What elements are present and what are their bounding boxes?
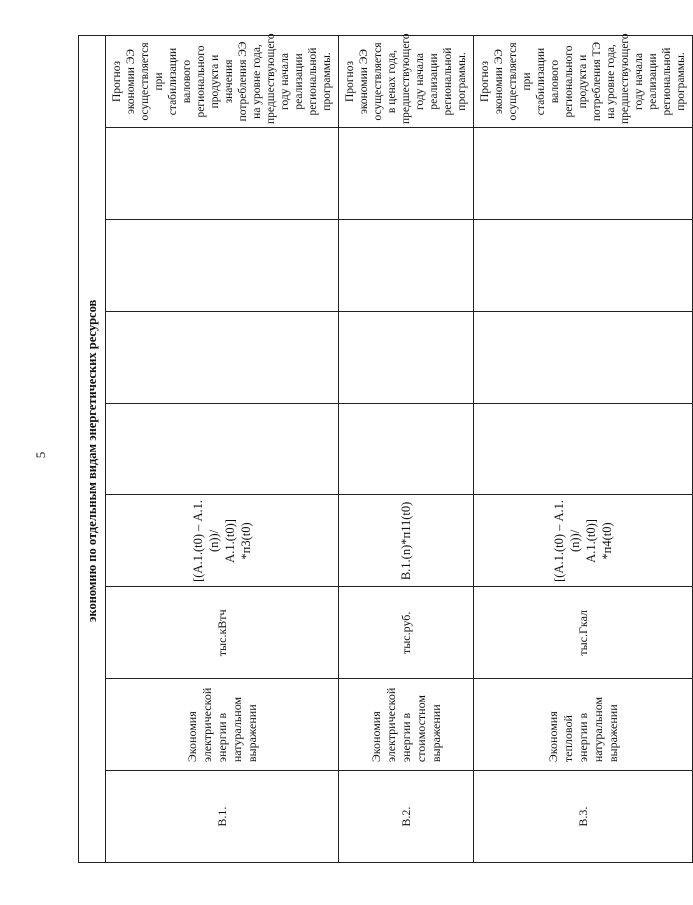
row-id: В.2. [339,771,474,863]
empty-cell [474,128,693,220]
row-id: В.1. [106,771,339,863]
row-formula [339,495,474,587]
empty-cell [474,311,693,403]
table-row [339,36,474,863]
empty-cell [339,219,474,311]
formula-line-2: А.1.(t0)] *п3(t0) [223,519,253,563]
empty-cell [106,403,339,495]
row-formula [474,495,693,587]
section-header-row [79,36,106,863]
indicators-table [78,35,693,863]
empty-cell [106,128,339,220]
row-note: Прогноз экономии ЭЭ осуществляется в ценах года, предшествующего году начала реализации региональной программы. [339,36,474,128]
row-name: Экономия тепловой энергии в натуральном выражении [474,679,693,771]
section-title: экономию по отдельным видам энергетических ресурсов [79,36,106,863]
formula-line-2: А.1.(t0)] *п4(t0) [584,519,614,563]
table-row [474,36,693,863]
empty-cell [106,311,339,403]
formula-line-1: В.1.(n)*п11(t0) [399,501,413,581]
formula-line-1: [(А.1.(t0) – А.1.(n))/ [191,499,221,582]
row-id: В.3. [474,771,693,863]
row-note: Прогноз экономии ЭЭ осуществляется при стабилизации валового регионального продукта и потребления ТЭ на уровне года, предшествующего году начала реализации региональной программы. [474,36,693,128]
row-formula [106,495,339,587]
row-name: Экономия электрической энергии в стоимостном выражении [339,679,474,771]
empty-cell [106,219,339,311]
row-unit: тыс.руб. [339,587,474,679]
table-row [106,36,339,863]
table-stage [78,33,687,863]
empty-cell [339,311,474,403]
empty-cell [339,403,474,495]
formula-line-1: [(А.1.(t0) – А.1.(n))/ [552,499,582,582]
page-number: 5 [33,451,48,459]
rotated-table-container [78,33,687,863]
empty-cell [339,128,474,220]
row-unit: тыс.Гкал [474,587,693,679]
row-name: Экономия электрической энергии в натуральном выражении [106,679,339,771]
row-unit: тыс.кВтч [106,587,339,679]
empty-cell [474,219,693,311]
row-note: Прогноз экономии ЭЭ осуществляется при стабилизации валового регионального продукта и значения потребления ЭЭ на уровне года, предшествующего году начала реализации региональной программы. [106,36,339,128]
empty-cell [474,403,693,495]
